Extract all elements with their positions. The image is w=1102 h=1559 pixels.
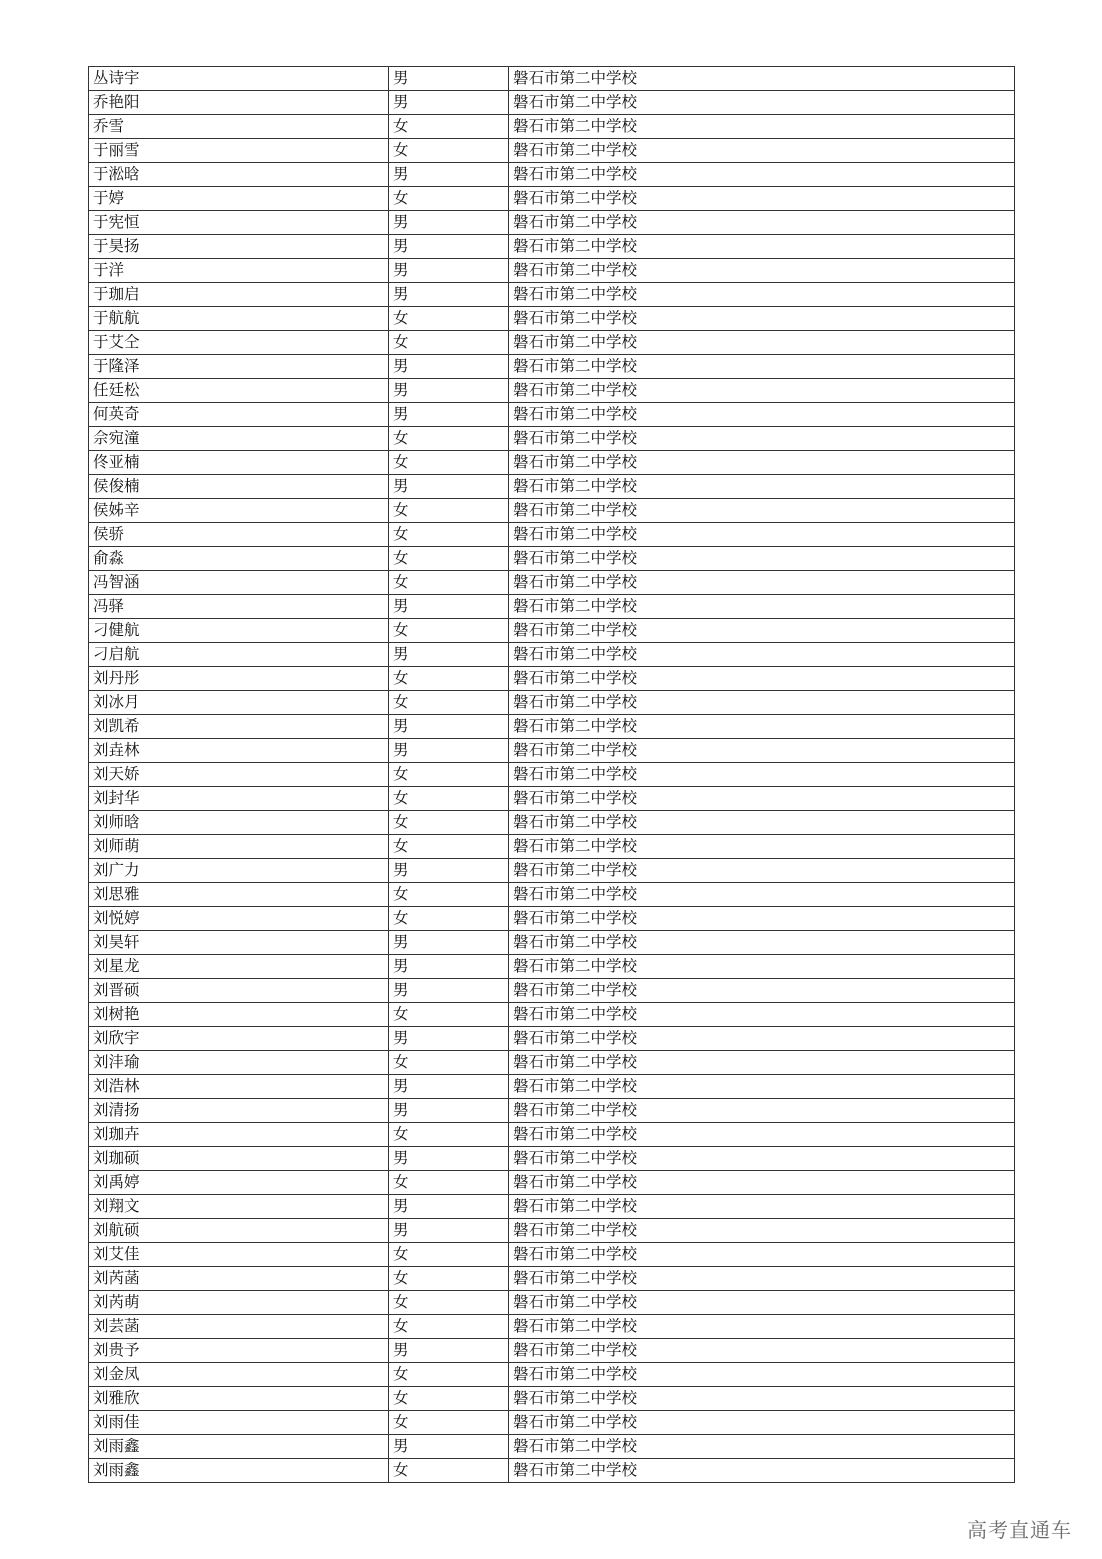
- table-row: [89, 1387, 1015, 1411]
- gender-cell: 男: [389, 475, 509, 499]
- name-cell: 于航航: [89, 307, 389, 331]
- school-cell: 磐石市第二中学校: [509, 1171, 1015, 1195]
- name-cell: 任廷松: [89, 379, 389, 403]
- table-row: [89, 931, 1015, 955]
- school-cell: 磐石市第二中学校: [509, 1027, 1015, 1051]
- gender-cell: 女: [389, 907, 509, 931]
- name-cell: 于艾仝: [89, 331, 389, 355]
- gender-cell: 女: [389, 667, 509, 691]
- name-cell: 何英奇: [89, 403, 389, 427]
- table-row: [89, 1435, 1015, 1459]
- gender-cell: 男: [389, 931, 509, 955]
- table-row: [89, 427, 1015, 451]
- table-row: [89, 883, 1015, 907]
- table-row: [89, 1123, 1015, 1147]
- gender-cell: 男: [389, 1147, 509, 1171]
- gender-cell: 男: [389, 643, 509, 667]
- table-row: [89, 211, 1015, 235]
- table-row: [89, 907, 1015, 931]
- gender-cell: 男: [389, 235, 509, 259]
- name-cell: 刘芮菡: [89, 1267, 389, 1291]
- name-cell: 侯俊楠: [89, 475, 389, 499]
- school-cell: 磐石市第二中学校: [509, 571, 1015, 595]
- table-row: [89, 643, 1015, 667]
- school-cell: 磐石市第二中学校: [509, 187, 1015, 211]
- gender-cell: 男: [389, 91, 509, 115]
- name-cell: 刘凯希: [89, 715, 389, 739]
- gender-cell: 女: [389, 451, 509, 475]
- table-row: [89, 1315, 1015, 1339]
- school-cell: 磐石市第二中学校: [509, 907, 1015, 931]
- name-cell: 冯智涵: [89, 571, 389, 595]
- name-cell: 刘星龙: [89, 955, 389, 979]
- gender-cell: 女: [389, 307, 509, 331]
- school-cell: 磐石市第二中学校: [509, 1099, 1015, 1123]
- gender-cell: 女: [389, 523, 509, 547]
- name-cell: 刘晋硕: [89, 979, 389, 1003]
- school-cell: 磐石市第二中学校: [509, 787, 1015, 811]
- table-row: [89, 571, 1015, 595]
- table-row: [89, 307, 1015, 331]
- gender-cell: 男: [389, 163, 509, 187]
- name-cell: 刘珈卉: [89, 1123, 389, 1147]
- school-cell: 磐石市第二中学校: [509, 163, 1015, 187]
- gender-cell: 女: [389, 1459, 509, 1483]
- table-row: [89, 67, 1015, 91]
- gender-cell: 女: [389, 1003, 509, 1027]
- table-row: [89, 1195, 1015, 1219]
- gender-cell: 女: [389, 1387, 509, 1411]
- gender-cell: 女: [389, 571, 509, 595]
- name-cell: 刘天娇: [89, 763, 389, 787]
- name-cell: 刘师晗: [89, 811, 389, 835]
- name-cell: 于昊扬: [89, 235, 389, 259]
- school-cell: 磐石市第二中学校: [509, 499, 1015, 523]
- table-row: [89, 1171, 1015, 1195]
- school-cell: 磐石市第二中学校: [509, 739, 1015, 763]
- table-row: [89, 187, 1015, 211]
- name-cell: 乔雪: [89, 115, 389, 139]
- gender-cell: 女: [389, 139, 509, 163]
- school-cell: 磐石市第二中学校: [509, 1147, 1015, 1171]
- gender-cell: 女: [389, 499, 509, 523]
- school-cell: 磐石市第二中学校: [509, 1291, 1015, 1315]
- name-cell: 于隆泽: [89, 355, 389, 379]
- table-row: [89, 91, 1015, 115]
- school-cell: 磐石市第二中学校: [509, 67, 1015, 91]
- gender-cell: 男: [389, 1219, 509, 1243]
- table-row: [89, 451, 1015, 475]
- school-cell: 磐石市第二中学校: [509, 427, 1015, 451]
- table-row: [89, 1147, 1015, 1171]
- name-cell: 刘欣宇: [89, 1027, 389, 1051]
- gender-cell: 女: [389, 691, 509, 715]
- gender-cell: 女: [389, 547, 509, 571]
- table-row: [89, 403, 1015, 427]
- school-cell: 磐石市第二中学校: [509, 1195, 1015, 1219]
- table-row: [89, 1243, 1015, 1267]
- school-cell: 磐石市第二中学校: [509, 1051, 1015, 1075]
- school-cell: 磐石市第二中学校: [509, 1363, 1015, 1387]
- school-cell: 磐石市第二中学校: [509, 1267, 1015, 1291]
- name-cell: 刘雨佳: [89, 1411, 389, 1435]
- name-cell: 于淞晗: [89, 163, 389, 187]
- table-row: [89, 115, 1015, 139]
- gender-cell: 女: [389, 1171, 509, 1195]
- school-cell: 磐石市第二中学校: [509, 1243, 1015, 1267]
- name-cell: 丛诗宇: [89, 67, 389, 91]
- name-cell: 刘金凤: [89, 1363, 389, 1387]
- name-cell: 刘冰月: [89, 691, 389, 715]
- table-row: [89, 1291, 1015, 1315]
- name-cell: 于洋: [89, 259, 389, 283]
- gender-cell: 女: [389, 427, 509, 451]
- name-cell: 俞淼: [89, 547, 389, 571]
- student-roster-table: [88, 66, 1015, 1483]
- school-cell: 磐石市第二中学校: [509, 667, 1015, 691]
- gender-cell: 男: [389, 739, 509, 763]
- table-row: [89, 355, 1015, 379]
- table-row: [89, 283, 1015, 307]
- gender-cell: 女: [389, 1123, 509, 1147]
- table-row: [89, 1099, 1015, 1123]
- school-cell: 磐石市第二中学校: [509, 715, 1015, 739]
- gender-cell: 女: [389, 1243, 509, 1267]
- school-cell: 磐石市第二中学校: [509, 1339, 1015, 1363]
- gender-cell: 男: [389, 1339, 509, 1363]
- school-cell: 磐石市第二中学校: [509, 235, 1015, 259]
- school-cell: 磐石市第二中学校: [509, 115, 1015, 139]
- name-cell: 佘宛潼: [89, 427, 389, 451]
- gender-cell: 男: [389, 1027, 509, 1051]
- gender-cell: 男: [389, 283, 509, 307]
- table-row: [89, 259, 1015, 283]
- school-cell: 磐石市第二中学校: [509, 211, 1015, 235]
- school-cell: 磐石市第二中学校: [509, 1411, 1015, 1435]
- name-cell: 刘垚林: [89, 739, 389, 763]
- gender-cell: 男: [389, 355, 509, 379]
- roster-body: [89, 67, 1015, 1483]
- table-row: [89, 1339, 1015, 1363]
- table-row: [89, 523, 1015, 547]
- school-cell: 磐石市第二中学校: [509, 379, 1015, 403]
- school-cell: 磐石市第二中学校: [509, 763, 1015, 787]
- gender-cell: 女: [389, 811, 509, 835]
- name-cell: 乔艳阳: [89, 91, 389, 115]
- table-row: [89, 1027, 1015, 1051]
- school-cell: 磐石市第二中学校: [509, 691, 1015, 715]
- school-cell: 磐石市第二中学校: [509, 1219, 1015, 1243]
- table-row: [89, 1075, 1015, 1099]
- school-cell: 磐石市第二中学校: [509, 1075, 1015, 1099]
- name-cell: 刘雨鑫: [89, 1459, 389, 1483]
- gender-cell: 男: [389, 955, 509, 979]
- name-cell: 刘清扬: [89, 1099, 389, 1123]
- name-cell: 侯骄: [89, 523, 389, 547]
- school-cell: 磐石市第二中学校: [509, 355, 1015, 379]
- table-row: [89, 235, 1015, 259]
- name-cell: 刘思雅: [89, 883, 389, 907]
- gender-cell: 女: [389, 1411, 509, 1435]
- gender-cell: 女: [389, 1315, 509, 1339]
- table-row: [89, 1003, 1015, 1027]
- school-cell: 磐石市第二中学校: [509, 523, 1015, 547]
- gender-cell: 女: [389, 331, 509, 355]
- school-cell: 磐石市第二中学校: [509, 475, 1015, 499]
- name-cell: 刘芮萌: [89, 1291, 389, 1315]
- table-row: [89, 859, 1015, 883]
- name-cell: 于宪恒: [89, 211, 389, 235]
- school-cell: 磐石市第二中学校: [509, 979, 1015, 1003]
- school-cell: 磐石市第二中学校: [509, 1315, 1015, 1339]
- table-row: [89, 331, 1015, 355]
- name-cell: 刘航硕: [89, 1219, 389, 1243]
- name-cell: 刘昊轩: [89, 931, 389, 955]
- gender-cell: 女: [389, 115, 509, 139]
- gender-cell: 男: [389, 67, 509, 91]
- gender-cell: 女: [389, 619, 509, 643]
- table-row: [89, 1051, 1015, 1075]
- table-row: [89, 811, 1015, 835]
- name-cell: 冯驿: [89, 595, 389, 619]
- table-row: [89, 1459, 1015, 1483]
- name-cell: 佟亚楠: [89, 451, 389, 475]
- school-cell: 磐石市第二中学校: [509, 91, 1015, 115]
- gender-cell: 女: [389, 187, 509, 211]
- gender-cell: 女: [389, 1363, 509, 1387]
- table-row: [89, 1363, 1015, 1387]
- gender-cell: 男: [389, 211, 509, 235]
- name-cell: 于珈启: [89, 283, 389, 307]
- name-cell: 刁启航: [89, 643, 389, 667]
- school-cell: 磐石市第二中学校: [509, 1435, 1015, 1459]
- school-cell: 磐石市第二中学校: [509, 643, 1015, 667]
- school-cell: 磐石市第二中学校: [509, 1387, 1015, 1411]
- table-row: [89, 595, 1015, 619]
- table-row: [89, 1411, 1015, 1435]
- name-cell: 刘翔文: [89, 1195, 389, 1219]
- school-cell: 磐石市第二中学校: [509, 307, 1015, 331]
- table-row: [89, 619, 1015, 643]
- name-cell: 刘禹婷: [89, 1171, 389, 1195]
- gender-cell: 女: [389, 787, 509, 811]
- school-cell: 磐石市第二中学校: [509, 619, 1015, 643]
- name-cell: 刘珈硕: [89, 1147, 389, 1171]
- school-cell: 磐石市第二中学校: [509, 931, 1015, 955]
- table-row: [89, 691, 1015, 715]
- school-cell: 磐石市第二中学校: [509, 883, 1015, 907]
- gender-cell: 女: [389, 1267, 509, 1291]
- school-cell: 磐石市第二中学校: [509, 259, 1015, 283]
- name-cell: 刘悦婷: [89, 907, 389, 931]
- name-cell: 刘艾佳: [89, 1243, 389, 1267]
- name-cell: 刘广力: [89, 859, 389, 883]
- gender-cell: 男: [389, 1435, 509, 1459]
- table-row: [89, 715, 1015, 739]
- gender-cell: 男: [389, 979, 509, 1003]
- gender-cell: 男: [389, 379, 509, 403]
- name-cell: 刘丹彤: [89, 667, 389, 691]
- gender-cell: 男: [389, 1195, 509, 1219]
- gender-cell: 女: [389, 763, 509, 787]
- school-cell: 磐石市第二中学校: [509, 859, 1015, 883]
- table-row: [89, 475, 1015, 499]
- table-row: [89, 763, 1015, 787]
- table-row: [89, 163, 1015, 187]
- name-cell: 刘贵予: [89, 1339, 389, 1363]
- gender-cell: 女: [389, 1051, 509, 1075]
- name-cell: 于丽雪: [89, 139, 389, 163]
- school-cell: 磐石市第二中学校: [509, 811, 1015, 835]
- table-row: [89, 835, 1015, 859]
- name-cell: 刘雨鑫: [89, 1435, 389, 1459]
- school-cell: 磐石市第二中学校: [509, 955, 1015, 979]
- gender-cell: 男: [389, 1099, 509, 1123]
- school-cell: 磐石市第二中学校: [509, 1003, 1015, 1027]
- name-cell: 刘树艳: [89, 1003, 389, 1027]
- school-cell: 磐石市第二中学校: [509, 1123, 1015, 1147]
- table-row: [89, 979, 1015, 1003]
- watermark-text: 高考直通车: [967, 1518, 1072, 1542]
- school-cell: 磐石市第二中学校: [509, 283, 1015, 307]
- gender-cell: 男: [389, 715, 509, 739]
- gender-cell: 女: [389, 1291, 509, 1315]
- table-row: [89, 787, 1015, 811]
- gender-cell: 男: [389, 595, 509, 619]
- table-row: [89, 499, 1015, 523]
- gender-cell: 女: [389, 835, 509, 859]
- name-cell: 刁健航: [89, 619, 389, 643]
- school-cell: 磐石市第二中学校: [509, 595, 1015, 619]
- name-cell: 刘芸菡: [89, 1315, 389, 1339]
- name-cell: 刘浩林: [89, 1075, 389, 1099]
- table-row: [89, 739, 1015, 763]
- school-cell: 磐石市第二中学校: [509, 1459, 1015, 1483]
- name-cell: 刘师萌: [89, 835, 389, 859]
- name-cell: 于婷: [89, 187, 389, 211]
- school-cell: 磐石市第二中学校: [509, 835, 1015, 859]
- school-cell: 磐石市第二中学校: [509, 403, 1015, 427]
- table-row: [89, 547, 1015, 571]
- school-cell: 磐石市第二中学校: [509, 331, 1015, 355]
- gender-cell: 男: [389, 403, 509, 427]
- school-cell: 磐石市第二中学校: [509, 547, 1015, 571]
- school-cell: 磐石市第二中学校: [509, 451, 1015, 475]
- name-cell: 侯姊辛: [89, 499, 389, 523]
- table-row: [89, 379, 1015, 403]
- table-row: [89, 139, 1015, 163]
- table-row: [89, 1219, 1015, 1243]
- name-cell: 刘沣瑜: [89, 1051, 389, 1075]
- name-cell: 刘雅欣: [89, 1387, 389, 1411]
- gender-cell: 男: [389, 859, 509, 883]
- gender-cell: 男: [389, 1075, 509, 1099]
- table-row: [89, 955, 1015, 979]
- gender-cell: 男: [389, 259, 509, 283]
- name-cell: 刘封华: [89, 787, 389, 811]
- gender-cell: 女: [389, 883, 509, 907]
- school-cell: 磐石市第二中学校: [509, 139, 1015, 163]
- table-row: [89, 1267, 1015, 1291]
- table-row: [89, 667, 1015, 691]
